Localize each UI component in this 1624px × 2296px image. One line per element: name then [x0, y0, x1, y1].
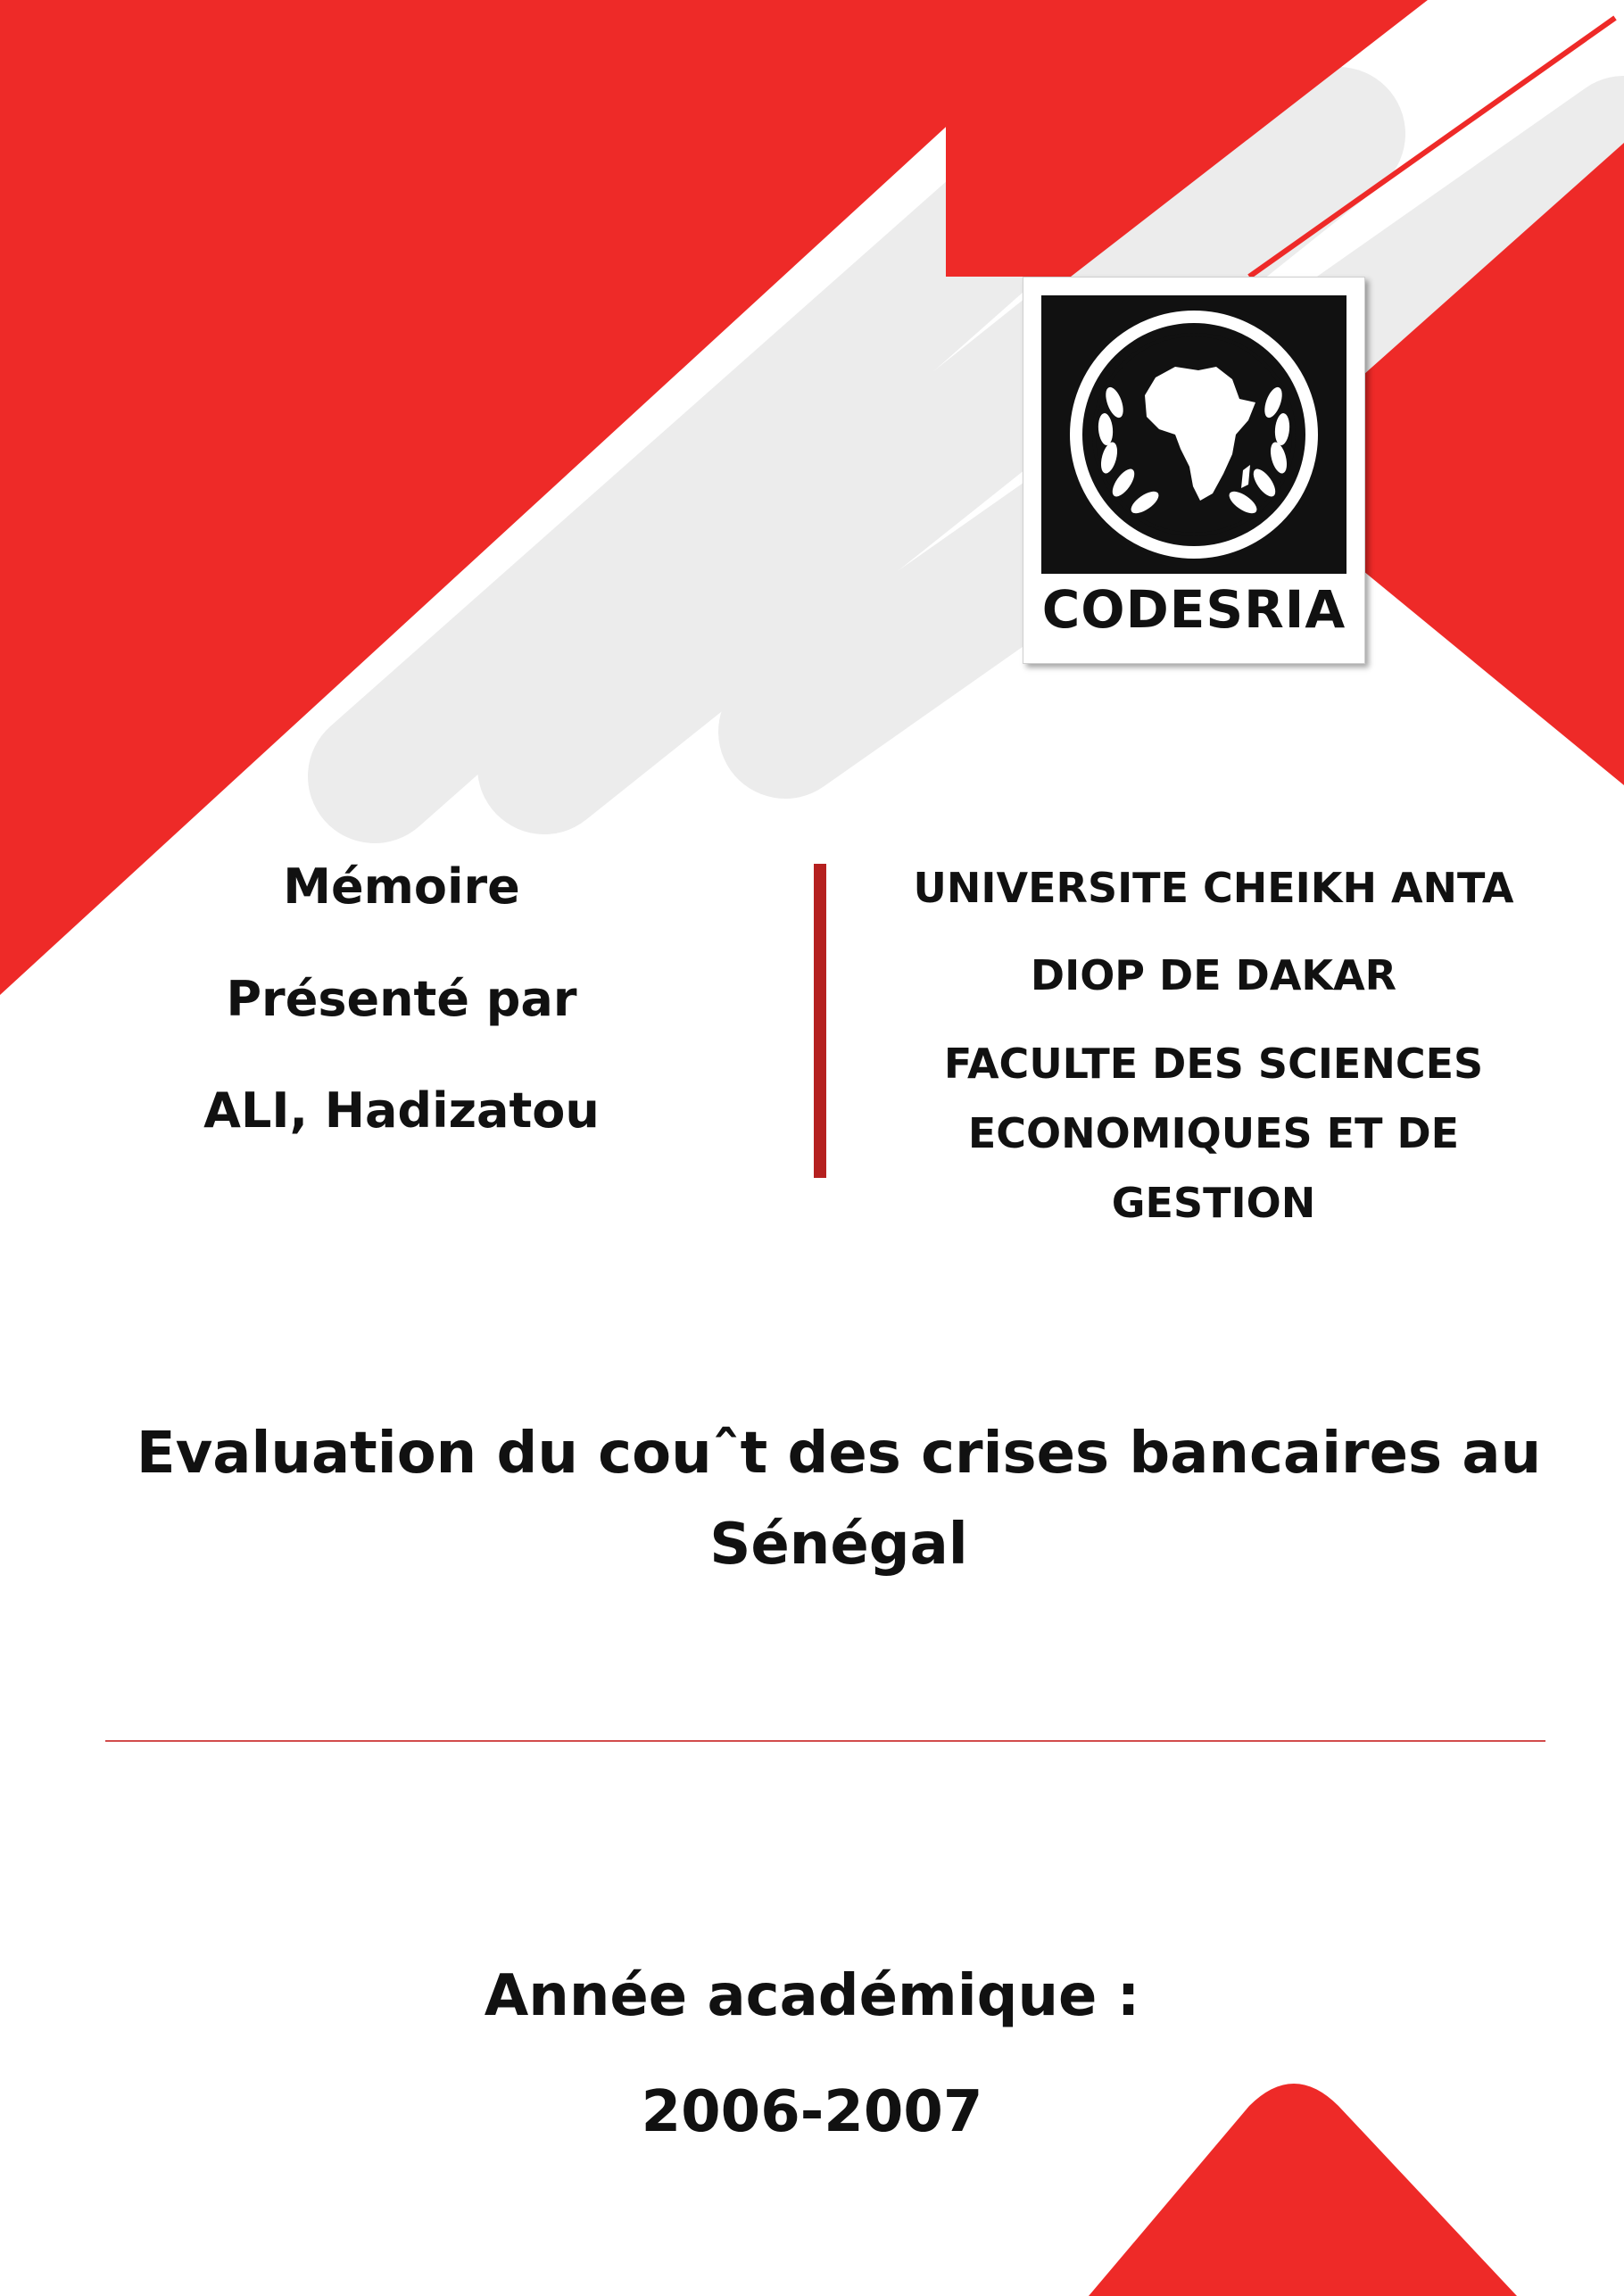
academic-year-value: 2006-2007	[641, 2079, 983, 2145]
vertical-divider	[814, 864, 826, 1178]
academic-year-label: Année académique :	[484, 1963, 1140, 2029]
institution-block	[857, 864, 1570, 1227]
academic-year-block	[366, 1963, 1258, 2195]
presented-by-label: Présenté par	[226, 970, 577, 1027]
logo-emblem-background	[1041, 295, 1346, 574]
logo-text: CODESRIA	[1041, 579, 1346, 640]
faculty-line-1: FACULTE DES SCIENCES	[943, 1039, 1484, 1088]
title-line-2: Sénégal	[709, 1512, 968, 1579]
horizontal-divider	[105, 1740, 1545, 1742]
faculty-line-2: ECONOMIQUES ET DE	[967, 1108, 1460, 1157]
university-line-1: UNIVERSITE CHEIKH ANTA	[913, 864, 1514, 912]
title-line-1: Evaluation du couˆt des crises bancaires au	[136, 1421, 1542, 1487]
author-block	[125, 857, 678, 1193]
document-type: Mémoire	[283, 858, 520, 915]
university-line-2: DIOP DE DAKAR	[1030, 951, 1397, 1000]
author-name: ALI, Hadizatou	[203, 1082, 600, 1139]
faculty-line-3: GESTION	[1111, 1179, 1316, 1228]
africa-laurel-emblem-icon	[1041, 295, 1346, 574]
codesria-logo	[1023, 277, 1365, 664]
document-title	[107, 1408, 1570, 1591]
